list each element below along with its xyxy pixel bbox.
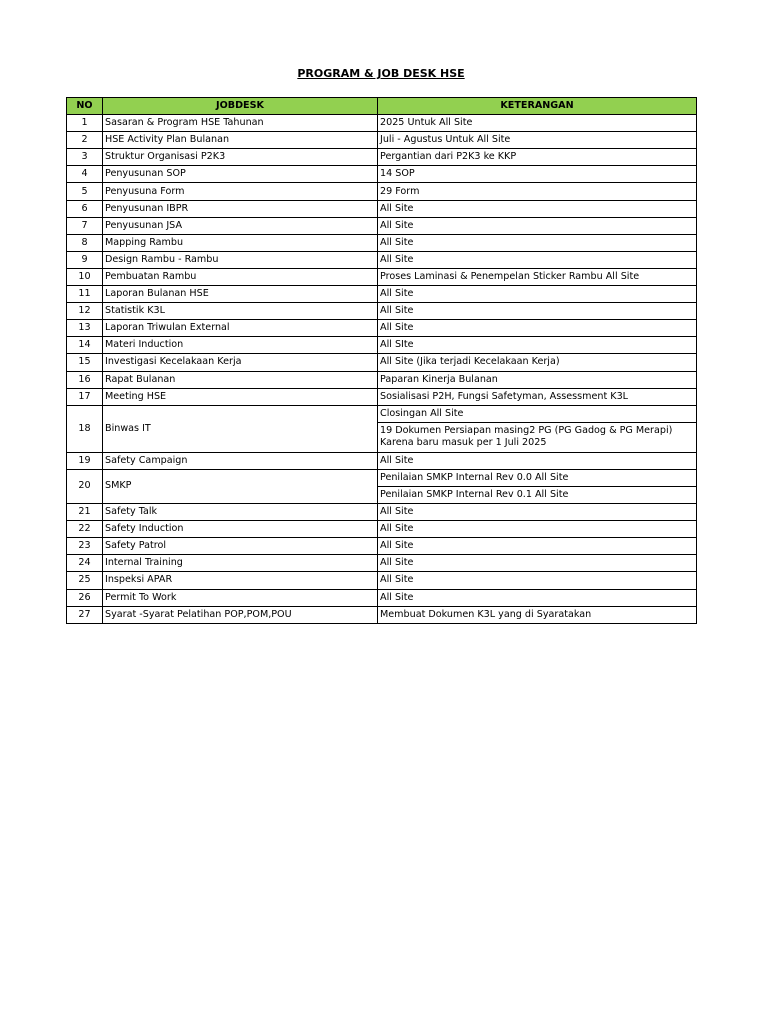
jobdesk-cell: Design Rambu - Rambu [103, 251, 378, 268]
table-row [67, 538, 697, 555]
table-row [67, 251, 697, 268]
keterangan-cell: All Site [378, 521, 697, 538]
jobdesk-cell: Rapat Bulanan [103, 371, 378, 388]
keterangan-cell: All Site [378, 572, 697, 589]
table-row [67, 268, 697, 285]
row-number: 4 [67, 166, 103, 183]
table-row [67, 452, 697, 469]
keterangan-cell: All SIte [378, 337, 697, 354]
table-row [67, 234, 697, 251]
row-number: 3 [67, 149, 103, 166]
keterangan-cell: Membuat Dokumen K3L yang di Syaratakan [378, 606, 697, 623]
jobdesk-table [66, 97, 697, 624]
table-row [67, 217, 697, 234]
jobdesk-cell: Internal Training [103, 555, 378, 572]
keterangan-cell: All Site [378, 538, 697, 555]
row-number: 13 [67, 320, 103, 337]
keterangan-cell: All Site [378, 303, 697, 320]
jobdesk-cell: Penyusunan SOP [103, 166, 378, 183]
row-number: 11 [67, 286, 103, 303]
row-number: 5 [67, 183, 103, 200]
table-row [67, 504, 697, 521]
keterangan-cell: All Site [378, 320, 697, 337]
row-number: 23 [67, 538, 103, 555]
keterangan-cell: Penilaian SMKP Internal Rev 0.0 All Site [378, 469, 697, 486]
jobdesk-cell: Laporan Bulanan HSE [103, 286, 378, 303]
row-number: 26 [67, 589, 103, 606]
keterangan-cell: Pergantian dari P2K3 ke KKP [378, 149, 697, 166]
row-number: 24 [67, 555, 103, 572]
table-row [67, 469, 697, 486]
table-row [67, 572, 697, 589]
row-number: 8 [67, 234, 103, 251]
jobdesk-cell: Permit To Work [103, 589, 378, 606]
row-number: 7 [67, 217, 103, 234]
keterangan-cell: All Site [378, 234, 697, 251]
row-number: 9 [67, 251, 103, 268]
row-number: 17 [67, 388, 103, 405]
header-no: NO [67, 98, 103, 115]
row-number: 19 [67, 452, 103, 469]
keterangan-cell: 29 Form [378, 183, 697, 200]
keterangan-cell: Proses Laminasi & Penempelan Sticker Rambu All Site [378, 268, 697, 285]
jobdesk-cell: Statistik K3L [103, 303, 378, 320]
row-number: 1 [67, 115, 103, 132]
keterangan-cell: All Site [378, 504, 697, 521]
table-body [67, 115, 697, 624]
table-row [67, 320, 697, 337]
row-number: 16 [67, 371, 103, 388]
keterangan-cell: Penilaian SMKP Internal Rev 0.1 All Site [378, 486, 697, 503]
table-row [67, 354, 697, 371]
keterangan-cell: All Site [378, 589, 697, 606]
table-row [67, 521, 697, 538]
header-jobdesk: JOBDESK [103, 98, 378, 115]
keterangan-cell: All Site [378, 200, 697, 217]
row-number: 27 [67, 606, 103, 623]
jobdesk-cell: Struktur Organisasi P2K3 [103, 149, 378, 166]
keterangan-cell: 2025 Untuk All Site [378, 115, 697, 132]
row-number: 10 [67, 268, 103, 285]
row-number: 20 [67, 469, 103, 503]
jobdesk-cell: Penyusuna Form [103, 183, 378, 200]
keterangan-cell: Sosialisasi P2H, Fungsi Safetyman, Assessment K3L [378, 388, 697, 405]
table-row [67, 132, 697, 149]
jobdesk-cell: Pembuatan Rambu [103, 268, 378, 285]
jobdesk-cell: Laporan Triwulan External [103, 320, 378, 337]
table-row [67, 555, 697, 572]
keterangan-cell: All Site [378, 217, 697, 234]
jobdesk-cell: Meeting HSE [103, 388, 378, 405]
table-row [67, 405, 697, 422]
keterangan-cell: All Site [378, 555, 697, 572]
jobdesk-cell: Penyusunan IBPR [103, 200, 378, 217]
jobdesk-cell: Safety Patrol [103, 538, 378, 555]
keterangan-cell: Closingan All Site [378, 405, 697, 422]
jobdesk-cell: Mapping Rambu [103, 234, 378, 251]
jobdesk-cell: Binwas IT [103, 405, 378, 452]
table-row [67, 149, 697, 166]
row-number: 14 [67, 337, 103, 354]
table-row [67, 286, 697, 303]
jobdesk-cell: SMKP [103, 469, 378, 503]
keterangan-cell: All Site (Jika terjadi Kecelakaan Kerja) [378, 354, 697, 371]
table-row [67, 606, 697, 623]
table-row [67, 166, 697, 183]
table-row [67, 115, 697, 132]
jobdesk-cell: Safety Talk [103, 504, 378, 521]
keterangan-cell: Paparan Kinerja Bulanan [378, 371, 697, 388]
row-number: 25 [67, 572, 103, 589]
jobdesk-cell: Syarat -Syarat Pelatihan POP,POM,POU [103, 606, 378, 623]
row-number: 22 [67, 521, 103, 538]
jobdesk-cell: Investigasi Kecelakaan Kerja [103, 354, 378, 371]
keterangan-cell: All Site [378, 251, 697, 268]
table-row [67, 183, 697, 200]
jobdesk-cell: Sasaran & Program HSE Tahunan [103, 115, 378, 132]
jobdesk-cell: Penyusunan JSA [103, 217, 378, 234]
jobdesk-cell: Safety Induction [103, 521, 378, 538]
table-row [67, 303, 697, 320]
row-number: 6 [67, 200, 103, 217]
jobdesk-cell: Safety Campaign [103, 452, 378, 469]
table-row [67, 200, 697, 217]
row-number: 2 [67, 132, 103, 149]
row-number: 21 [67, 504, 103, 521]
keterangan-cell: 19 Dokumen Persiapan masing2 PG (PG Gadog & PG Merapi) Karena baru masuk per 1 Juli 2025 [378, 422, 697, 452]
keterangan-cell: 14 SOP [378, 166, 697, 183]
table-row [67, 589, 697, 606]
jobdesk-cell: HSE Activity Plan Bulanan [103, 132, 378, 149]
keterangan-cell: All Site [378, 452, 697, 469]
row-number: 18 [67, 405, 103, 452]
row-number: 15 [67, 354, 103, 371]
header-keterangan: KETERANGAN [378, 98, 697, 115]
jobdesk-cell: Materi Induction [103, 337, 378, 354]
row-number: 12 [67, 303, 103, 320]
jobdesk-cell: Inspeksi APAR [103, 572, 378, 589]
header-row [67, 98, 697, 115]
page-title: PROGRAM & JOB DESK HSE [297, 67, 465, 80]
keterangan-cell: Juli - Agustus Untuk All Site [378, 132, 697, 149]
keterangan-cell: All Site [378, 286, 697, 303]
table-row [67, 337, 697, 354]
table-row [67, 388, 697, 405]
table-row [67, 371, 697, 388]
